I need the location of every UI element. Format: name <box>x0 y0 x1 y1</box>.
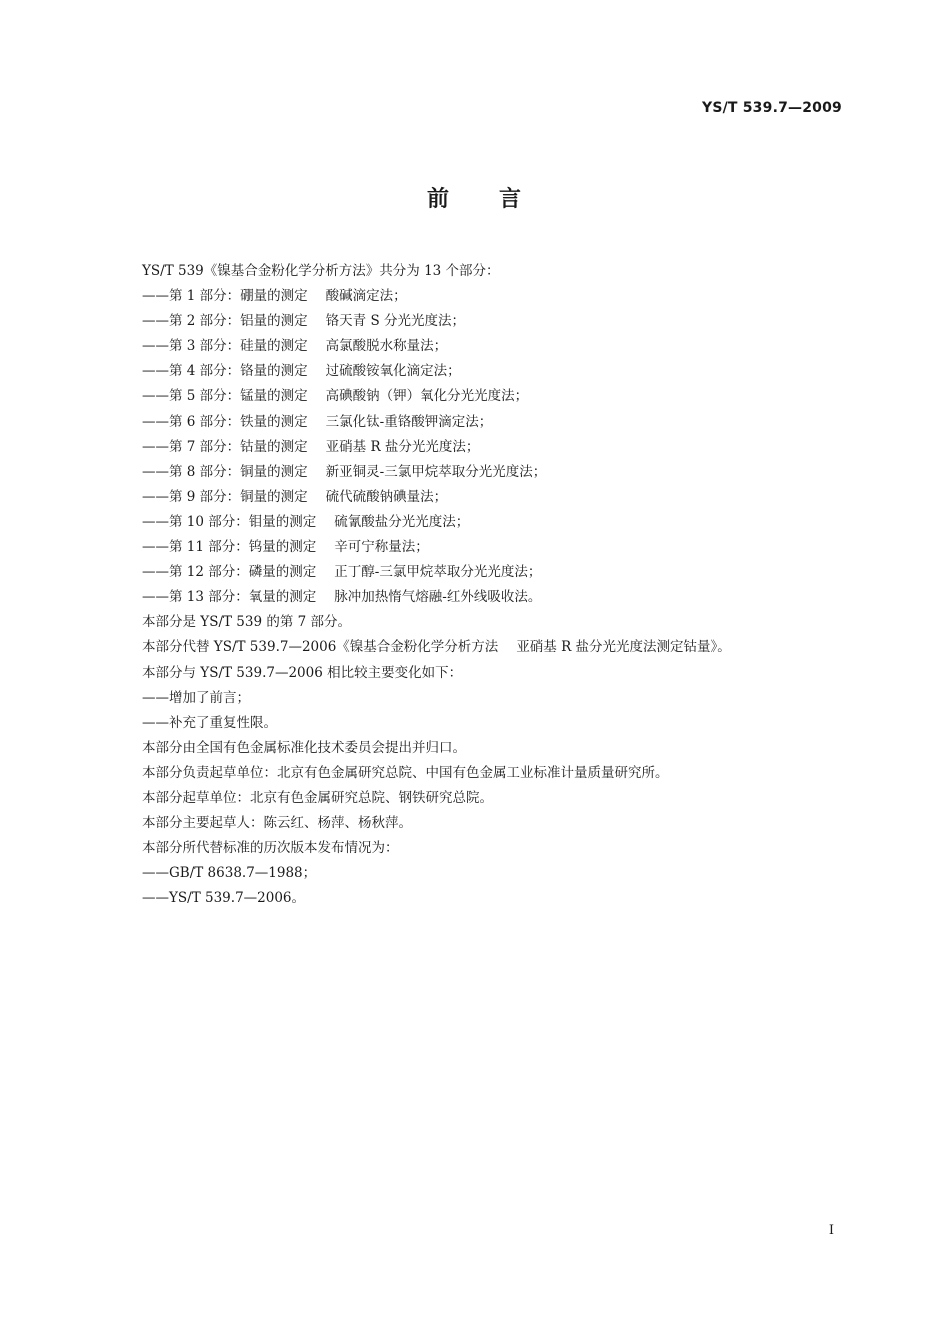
part-method: 脉冲加热惰气熔融-红外线吸收法。 <box>334 589 542 606</box>
part-method: 辛可宁称量法； <box>334 539 429 556</box>
part-item <box>142 359 862 384</box>
part-method: 亚硝基 R 盐分光光度法； <box>325 438 480 455</box>
replaces-text-a: 本部分代替 YS/T 539.7—2006《镍基合金粉化学分析方法 <box>142 639 499 656</box>
part-item <box>142 284 862 309</box>
part-item <box>142 460 862 485</box>
part-item <box>142 485 862 510</box>
part-item <box>142 560 862 585</box>
this-part-line: 本部分是 YS/T 539 的第 7 部分。 <box>142 614 352 631</box>
part-method: 硫代硫酸钠碘量法； <box>325 488 448 505</box>
changes-intro-line: 本部分与 YS/T 539.7—2006 相比较主要变化如下： <box>142 664 463 681</box>
part-item <box>142 309 862 334</box>
page-number: I <box>828 1223 834 1238</box>
part-method: 过硫酸铵氧化滴定法； <box>325 363 461 380</box>
part-item <box>142 535 862 560</box>
part-item <box>142 384 862 409</box>
proposed-by-line: 本部分由全国有色金属标准化技术委员会提出并归口。 <box>142 739 466 756</box>
part-label: ——第 4 部分：铬量的测定 <box>142 363 308 380</box>
part-method: 铬天青 S 分光光度法； <box>325 313 466 330</box>
part-item <box>142 435 862 460</box>
title-char-1: 前 <box>426 187 451 212</box>
change-item-2: ——补充了重复性限。 <box>142 714 277 731</box>
intro-line: YS/T 539《镍基合金粉化学分析方法》共分为 13 个部分： <box>142 263 500 279</box>
part-label: ——第 6 部分：铁量的测定 <box>142 413 308 430</box>
part-method: 三氯化钛-重铬酸钾滴定法； <box>325 413 493 430</box>
page-title <box>0 182 950 213</box>
part-label: ——第 12 部分：磷量的测定 <box>142 564 317 581</box>
change-item-1: ——增加了前言； <box>142 689 250 706</box>
part-label: ——第 3 部分：硅量的测定 <box>142 338 308 355</box>
part-label: ——第 5 部分：锰量的测定 <box>142 388 308 405</box>
part-label: ——第 13 部分：氧量的测定 <box>142 589 317 606</box>
part-label: ——第 2 部分：铝量的测定 <box>142 313 308 330</box>
standard-code: YS/T 539.7—2009 <box>701 100 842 116</box>
title-char-2: 言 <box>499 187 524 212</box>
part-label: ——第 8 部分：铜量的测定 <box>142 463 308 480</box>
replaces-text-b: 亚硝基 R 盐分光光度法测定钴量》。 <box>516 639 731 656</box>
part-item <box>142 334 862 359</box>
part-method: 新亚铜灵-三氯甲烷萃取分光光度法； <box>325 463 547 480</box>
foreword-body <box>142 259 862 911</box>
parts-list <box>142 284 862 610</box>
part-label: ——第 9 部分：铜量的测定 <box>142 488 308 505</box>
part-item <box>142 410 862 435</box>
part-label: ——第 11 部分：钨量的测定 <box>142 539 317 556</box>
history-intro-line: 本部分所代替标准的历次版本发布情况为： <box>142 840 399 857</box>
part-label: ——第 7 部分：钴量的测定 <box>142 438 308 455</box>
part-method: 酸碱滴定法； <box>325 288 407 305</box>
replaces-line <box>142 635 862 660</box>
history-item-1: ——GB/T 8638.7—1988； <box>142 865 317 882</box>
responsible-unit-line: 本部分负责起草单位：北京有色金属研究总院、中国有色金属工业标准计量质量研究所。 <box>142 764 669 781</box>
part-label: ——第 1 部分：硼量的测定 <box>142 288 308 305</box>
part-method: 硫氰酸盐分光光度法； <box>334 513 470 530</box>
part-method: 高氯酸脱水称量法； <box>325 338 448 355</box>
drafting-unit-line: 本部分起草单位：北京有色金属研究总院、钢铁研究总院。 <box>142 789 493 806</box>
history-item-2: ——YS/T 539.7—2006。 <box>142 890 306 907</box>
part-item <box>142 585 862 610</box>
part-item <box>142 510 862 535</box>
part-method: 正丁醇-三氯甲烷萃取分光光度法； <box>334 564 542 581</box>
part-label: ——第 10 部分：钼量的测定 <box>142 513 317 530</box>
drafters-line: 本部分主要起草人：陈云红、杨萍、杨秋萍。 <box>142 815 412 832</box>
part-method: 高碘酸钠（钾）氧化分光光度法； <box>325 388 529 405</box>
